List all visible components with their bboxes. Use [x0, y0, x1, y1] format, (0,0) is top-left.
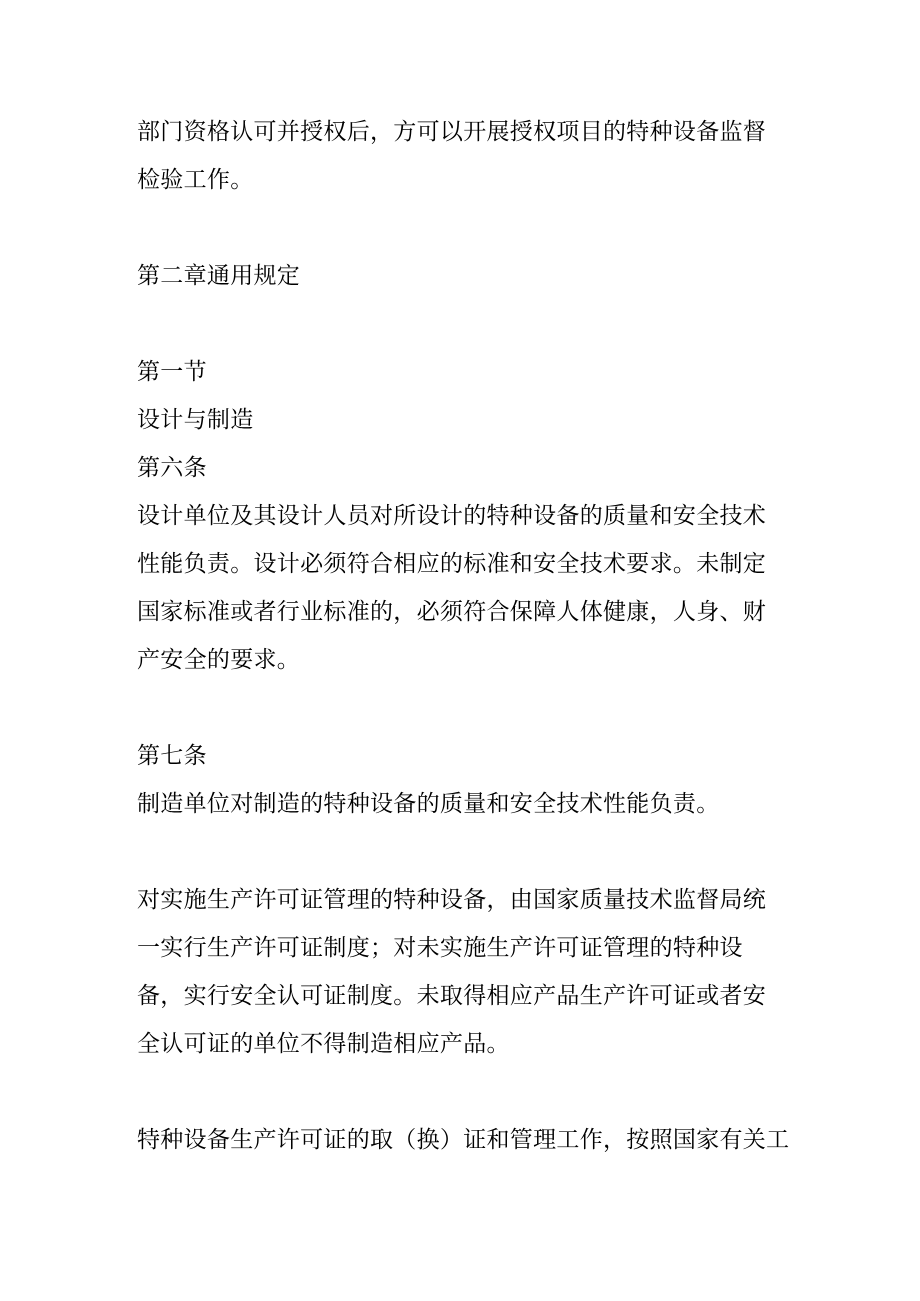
paragraph-line: 全认可证的单位不得制造相应产品。 — [137, 1031, 510, 1057]
section-title: 设计与制造 — [137, 407, 254, 433]
paragraph-line: 备，实行安全认可证制度。未取得相应产品生产许可证或者安 — [137, 983, 767, 1009]
article-heading: 第七条 — [137, 743, 207, 769]
article-heading: 第六条 — [137, 455, 207, 481]
paragraph-line: 设计单位及其设计人员对所设计的特种设备的质量和安全技术 — [137, 503, 767, 529]
paragraph-line: 国家标准或者行业标准的，必须符合保障人体健康，人身、财 — [137, 599, 767, 625]
paragraph-line: 制造单位对制造的特种设备的质量和安全技术性能负责。 — [137, 791, 720, 817]
paragraph-line: 部门资格认可并授权后，方可以开展授权项目的特种设备监督 — [137, 119, 767, 145]
paragraph-line: 产安全的要求。 — [137, 647, 301, 673]
section-heading: 第一节 — [137, 359, 207, 385]
paragraph-line: 特种设备生产许可证的取（换）证和管理工作，按照国家有关工 — [137, 1127, 790, 1153]
paragraph-line: 一实行生产许可证制度；对未实施生产许可证管理的特种设 — [137, 935, 743, 961]
chapter-heading: 第二章通用规定 — [137, 263, 301, 289]
paragraph-line: 检验工作。 — [137, 167, 254, 193]
paragraph-line: 对实施生产许可证管理的特种设备，由国家质量技术监督局统 — [137, 887, 767, 913]
paragraph-line: 性能负责。设计必须符合相应的标准和安全技术要求。未制定 — [137, 551, 767, 577]
